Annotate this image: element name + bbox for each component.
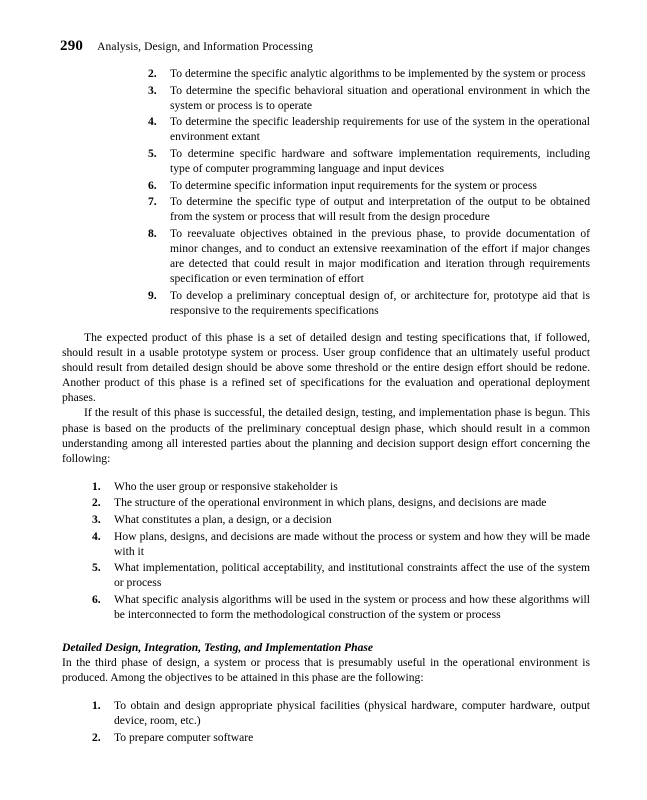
list-item: [92, 560, 590, 590]
list-item-text: To reevaluate objectives obtained in the previous phase, to provide documentation of minor changes, and to conduct an extensive reexamination of the effort if major changes are detected that could result in major modification and iteration through requirements specification or even termination of effort: [170, 226, 590, 286]
list-item: [148, 114, 590, 144]
list-item: [92, 512, 590, 527]
list-marker: 6.: [148, 178, 157, 192]
list-marker: 7.: [148, 195, 157, 209]
objectives-list-three: [92, 698, 590, 745]
list-marker: 3.: [92, 513, 101, 527]
list-item: [92, 529, 590, 559]
list-item: [92, 730, 590, 745]
list-item: [92, 698, 590, 728]
list-item-text: To determine the specific analytic algorithms to be implemented by the system or process: [170, 67, 586, 80]
section-heading: Detailed Design, Integration, Testing, and Implementation Phase: [62, 641, 374, 655]
list-marker: 6.: [92, 593, 101, 606]
list-item-text: To determine specific information input requirements for the system or process: [170, 178, 537, 192]
list-item: [148, 226, 590, 286]
list-item-text: To prepare computer software: [114, 731, 254, 745]
list-marker: 2.: [92, 496, 101, 510]
objectives-list-one: [148, 66, 590, 318]
list-marker: 1.: [92, 479, 101, 493]
list-marker: 4.: [148, 115, 157, 129]
list-item: [148, 66, 590, 81]
understanding-list-two: [92, 479, 590, 622]
list-item-text: The structure of the operational environment in which plans, designs, and decisions are made: [114, 496, 547, 510]
page-number: 290: [60, 38, 84, 54]
list-marker: 9.: [148, 288, 157, 302]
list-marker: 8.: [148, 226, 157, 240]
list-marker: 1.: [92, 699, 101, 713]
list-item: [148, 83, 590, 113]
list-item: [148, 178, 590, 193]
paragraph-phase-result: If the result of this phase is successful, the detailed design, testing, and implementation phase is begun. This phase is based on the products of the preliminary conceptual design phase, which should result in a common understanding among all interested parties about the planning and decision support design effort concerning the following:: [62, 406, 590, 465]
list-item-text: How plans, designs, and decisions are made without the process or system and how they will be made with it: [114, 529, 590, 558]
page-content: [62, 66, 590, 747]
list-item-text: To determine the specific behavioral situation and operational environment in which the system or process is to operate: [170, 83, 590, 112]
list-item: [148, 194, 590, 224]
list-item: [92, 592, 590, 622]
list-item-text: What specific analysis algorithms will be used in the system or process and how these algorithms will be interconnected to form the methodological construction of the system or process: [114, 593, 590, 622]
list-marker: 3.: [148, 83, 157, 97]
list-item: [92, 479, 590, 494]
list-item-text: Who the user group or responsive stakeholder is: [114, 479, 338, 493]
list-marker: 2.: [148, 67, 157, 80]
list-item-text: To determine the specific leadership requirements for use of the system in the operational environment extant: [170, 115, 590, 144]
list-item-text: To develop a preliminary conceptual design of, or architecture for, prototype aid that is responsive to the requirements specifications: [170, 288, 590, 317]
section-intro-paragraph: In the third phase of design, a system or process that is presumably useful in the operational environment is produced. Among the objectives to be attained in this phase are the following:: [62, 656, 590, 685]
list-marker: 5.: [148, 146, 157, 160]
running-head: Analysis, Design, and Information Processing: [97, 41, 313, 53]
list-item: [92, 495, 590, 510]
list-marker: 4.: [92, 529, 101, 543]
paragraph-expected-product: The expected product of this phase is a set of detailed design and testing specifications that, if followed, should result in a usable prototype system or process. User group confidence that an ultimately useful product should result from detailed design should be above some threshold or the entire design effort should be redone. Another product of this phase is a refined set of specifications for the evaluation and operational deployment phases.: [62, 331, 590, 405]
list-marker: 5.: [92, 561, 101, 575]
list-item-text: What implementation, political acceptability, and institutional constraints affect the use of the system or process: [114, 561, 590, 590]
list-item: [148, 288, 590, 318]
list-marker: 2.: [92, 731, 101, 745]
list-item-text: What constitutes a plan, a design, or a decision: [114, 513, 332, 527]
page-header: [60, 38, 587, 55]
list-item-text: To determine specific hardware and software implementation requirements, including type of computer programming language and input devices: [170, 146, 590, 176]
list-item: [148, 146, 590, 176]
list-item-text: To obtain and design appropriate physical facilities (physical hardware, computer hardware, output device, room, etc.): [114, 699, 590, 728]
list-item-text: To determine the specific type of output and interpretation of the output to be obtained from the system or process that will result from the design procedure: [170, 195, 590, 224]
